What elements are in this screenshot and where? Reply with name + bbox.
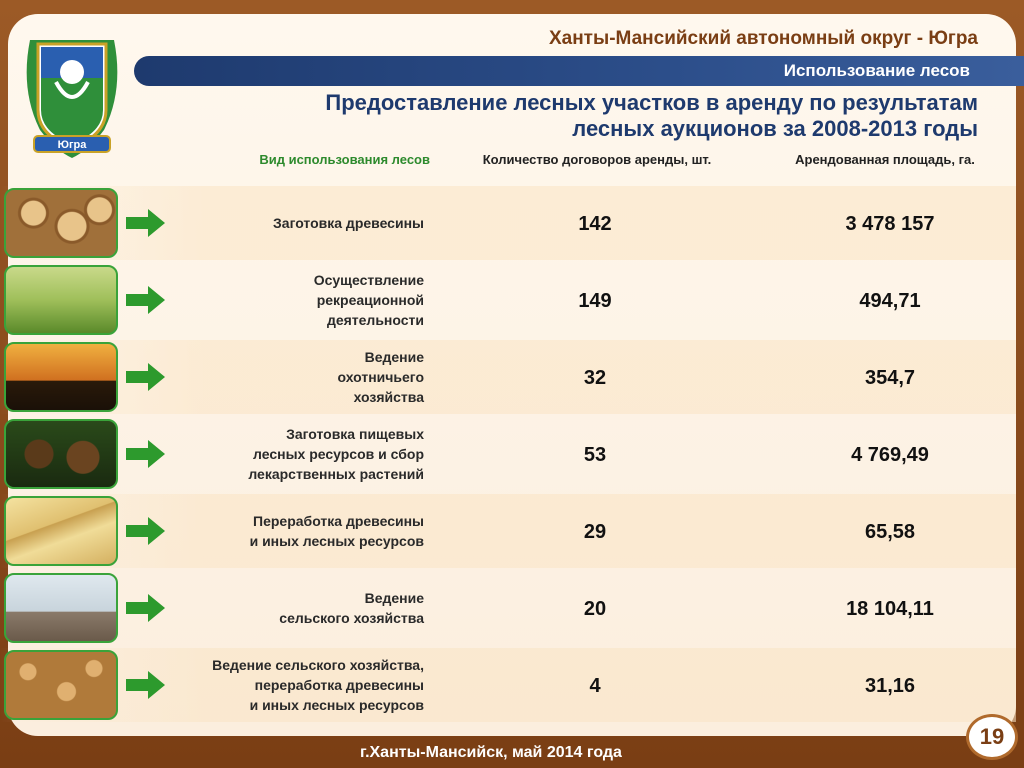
emblem-caption: Югра xyxy=(57,139,87,151)
table-row xyxy=(0,417,1016,491)
coat-of-arms-emblem xyxy=(10,20,134,164)
usage-type-label-line: Заготовка древесины xyxy=(273,215,424,231)
table-row xyxy=(0,494,1016,568)
usage-type-label-line: хозяйства xyxy=(353,389,424,405)
leased-area-cell: 18 104,11 xyxy=(846,598,934,620)
lumber-planks-photo xyxy=(4,496,118,566)
leased-area-cell: 354,7 xyxy=(864,367,916,389)
usage-type-label xyxy=(170,655,424,715)
leased-area-cell: 3 478 157 xyxy=(845,213,935,235)
table-row xyxy=(0,571,1016,645)
logs-photo xyxy=(4,188,118,258)
column-header-area: Арендованная площадь, га. xyxy=(795,152,975,167)
contracts-count-cell: 4 xyxy=(589,675,601,697)
usage-type-label-line: и иных лесных ресурсов xyxy=(249,533,424,549)
usage-type-label xyxy=(170,213,424,233)
usage-type-label xyxy=(170,424,424,484)
usage-type-label-line: охотничьего xyxy=(337,369,424,385)
column-header-contracts: Количество договоров аренды, шт. xyxy=(482,152,712,167)
usage-type-label-line: Ведение xyxy=(364,349,424,365)
hunter-silhouette-photo xyxy=(4,342,118,412)
usage-type-label-line: Переработка древесины xyxy=(253,513,424,529)
contracts-count-cell: 142 xyxy=(578,213,612,235)
usage-type-label-line: сельского хозяйства xyxy=(279,610,424,626)
usage-type-label xyxy=(170,270,424,330)
arrow-right-icon xyxy=(126,516,166,546)
usage-type-label-line: лесных ресурсов и сбор xyxy=(253,446,424,462)
wood-pellets-photo xyxy=(4,650,118,720)
family-picnic-photo xyxy=(4,265,118,335)
footer-bar xyxy=(0,736,1024,768)
table-row xyxy=(0,340,1016,414)
reindeer-photo xyxy=(4,573,118,643)
contracts-count-cell: 20 xyxy=(583,598,607,620)
page-number-badge: 19 xyxy=(966,714,1018,760)
arrow-right-icon xyxy=(126,670,166,700)
pine-cones-photo xyxy=(4,419,118,489)
section-banner xyxy=(134,56,1024,86)
section-banner-label: Использование лесов xyxy=(783,61,970,80)
usage-type-label-line: Осуществление xyxy=(313,272,424,288)
usage-type-label xyxy=(170,588,424,628)
contracts-count-cell: 32 xyxy=(583,367,607,389)
table-row xyxy=(0,648,1016,722)
contracts-count-cell: 53 xyxy=(583,444,607,466)
leased-area-cell: 31,16 xyxy=(864,675,916,697)
contracts-count-cell: 29 xyxy=(583,521,607,543)
arrow-right-icon xyxy=(126,362,166,392)
usage-type-label-line: деятельности xyxy=(326,312,424,328)
arrow-right-icon xyxy=(126,208,166,238)
leased-area-cell: 65,58 xyxy=(864,521,916,543)
usage-type-label-line: Ведение сельского хозяйства, xyxy=(212,657,424,673)
usage-type-label xyxy=(170,347,424,407)
page-title-line-2: лесных аукционов за 2008-2013 годы xyxy=(572,116,978,141)
footer-text: г.Ханты-Мансийск, май 2014 года xyxy=(360,744,622,761)
column-header-usage: Вид использования лесов xyxy=(259,152,430,167)
table-row xyxy=(0,186,1016,260)
arrow-right-icon xyxy=(126,285,166,315)
usage-type-label-line: Заготовка пищевых xyxy=(286,426,424,442)
page-title xyxy=(178,90,978,142)
usage-type-label-line: Ведение xyxy=(364,590,424,606)
page-title-line-1: Предоставление лесных участков в аренду по результатам xyxy=(325,90,978,115)
usage-type-label xyxy=(170,511,424,551)
usage-type-label-line: рекреационной xyxy=(316,292,424,308)
arrow-right-icon xyxy=(126,439,166,469)
usage-type-label-line: переработка древесины xyxy=(254,677,424,693)
table-row xyxy=(0,263,1016,337)
usage-type-label-line: лекарственных растений xyxy=(248,466,424,482)
arrow-right-icon xyxy=(126,593,166,623)
usage-type-label-line: и иных лесных ресурсов xyxy=(249,697,424,713)
leased-area-cell: 4 769,49 xyxy=(851,444,929,466)
contracts-count-cell: 149 xyxy=(578,290,612,312)
leased-area-cell: 494,71 xyxy=(859,290,921,312)
region-title: Ханты-Мансийский автономный округ - Югра xyxy=(548,28,978,49)
